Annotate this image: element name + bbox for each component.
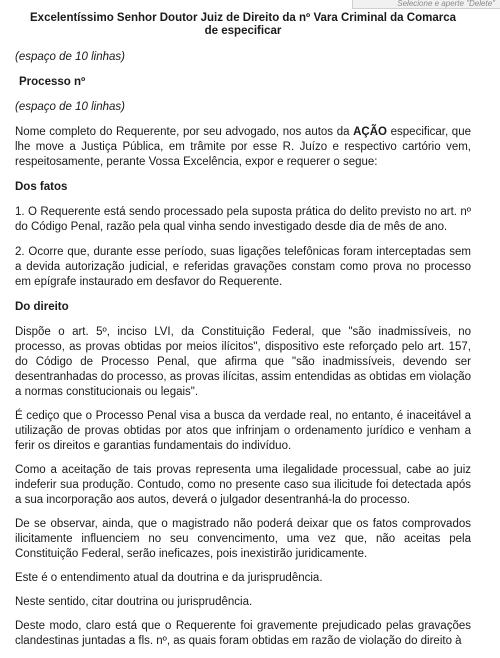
intro-acao: AÇÃO (353, 126, 387, 138)
delete-hint-tab: Selecione e aperte "Delete" (352, 0, 500, 9)
document-heading: Excelentíssimo Senhor Doutor Juiz de Direito da nº Vara Criminal da Comarca de especificar (30, 12, 456, 37)
direito-paragraph-6: Neste sentido, citar doutrina ou jurisprudência. (15, 596, 253, 608)
section-do-direito: Do direito (15, 301, 69, 313)
direito-paragraph-1: Dispõe o art. 5º, inciso LVI, da Constituição Federal, que "são inadmissíveis, no processo, as provas obtidas por meios ilícitos", dispositivo este reforçado pelo art. 157, do Código de Processo Penal, que afirma que "são inadmissíveis, devendo ser desentranhadas do processo, as provas ilícitas, assim entendidas as obtidas em violação a normas constitucionais ou legais". (15, 326, 471, 398)
direito-paragraph-5: Este é o entendimento atual da doutrina e da jurisprudência. (15, 572, 323, 584)
space-placeholder-1: (espaço de 10 linhas) (15, 51, 125, 63)
space-placeholder-2: (espaço de 10 linhas) (15, 101, 125, 113)
intro-pre: Nome completo do Requerente, por seu advogado, nos autos da (15, 126, 354, 138)
direito-paragraph-4: De se observar, ainda, que o magistrado não poderá deixar que os fatos comprovados ilicitamente influenciem no seu convencimento, uma vez que, não aceitas pela Constituição Federal, serão ineficazes, pois inexistirão juridicamente. (15, 518, 471, 560)
fato-1: 1. O Requerente está sendo processado pela suposta prática do delito previsto no art. nº do Código Penal, razão pela qual vinha sendo investigado desde dia de mês de ano. (15, 206, 471, 233)
processo-number: Processo nº (19, 76, 86, 88)
direito-paragraph-7: Deste modo, claro está que o Requerente foi gravemente prejudicado pelas gravações clandestinas juntadas a fls. nº, as quais foram obtidas em razão de violação do direito à (15, 620, 471, 647)
intro-paragraph (15, 125, 471, 170)
fato-2: 2. Ocorre que, durante esse período, suas ligações telefônicas foram interceptadas sem a devida autorização judicial, e referidas gravações constam como prova no processo em epígrafe instaurado em desfavor do Requerente. (15, 246, 471, 288)
direito-paragraph-3: Como a aceitação de tais provas representa uma ilegalidade processual, cabe ao juiz indeferir sua produção. Contudo, como no presente caso sua ilicitude foi detectada após a sua incorporação aos autos, deverá o julgador desentranhá-la do processo. (15, 464, 471, 506)
section-dos-fatos: Dos fatos (15, 181, 68, 193)
intro-post: especificar, que lhe move a Justiça Pública, em trâmite por esse R. Juízo e respectivo cartório vem, respeitosamente, perante Vossa Excelência, expor e requerer o segue: (15, 126, 471, 168)
petition-document (15, 12, 471, 658)
direito-paragraph-2: É cediço que o Processo Penal visa a busca da verdade real, no entanto, é inaceitável a utilização de provas obtidas por atos que infrinjam o ordenamento jurídico e venham a ferir os direitos e garantias fundamentais do indivíduo. (15, 410, 471, 452)
